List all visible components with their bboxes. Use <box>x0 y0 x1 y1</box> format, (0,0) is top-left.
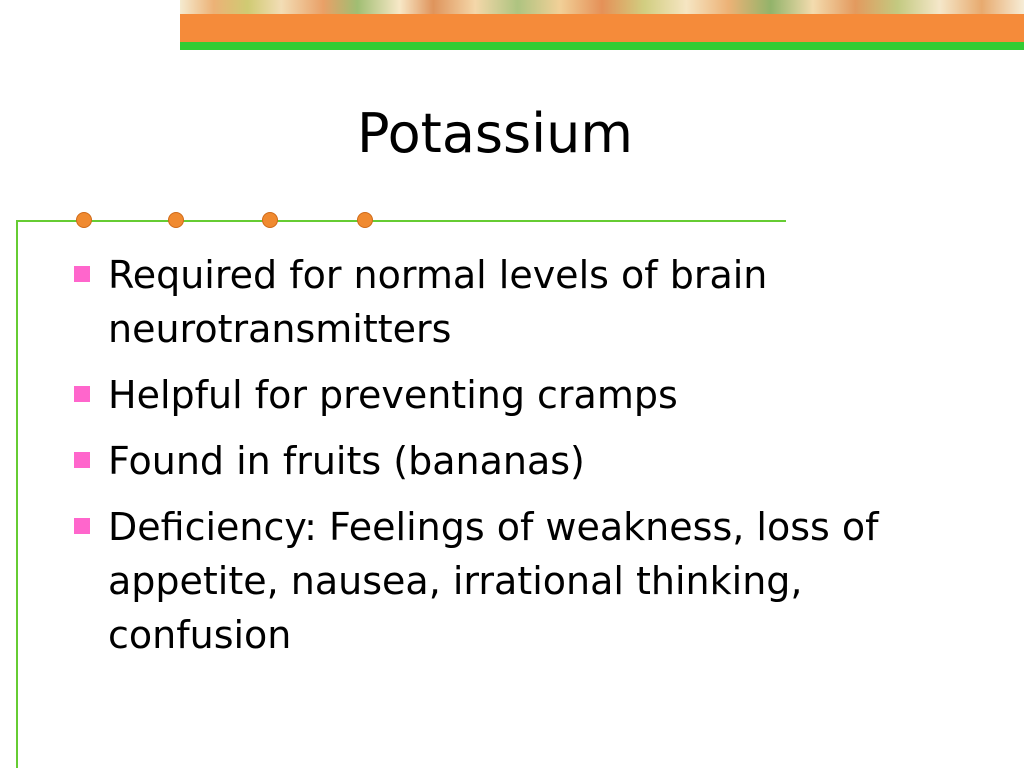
bullet-item <box>70 248 930 356</box>
bullet-item <box>70 500 930 662</box>
bullet-text: Deficiency: Feelings of weakness, loss of appetite, nausea, irrational thinking, confusion <box>108 505 879 657</box>
slide-title: Potassium <box>356 102 634 165</box>
banner-green-stripe <box>180 42 1024 50</box>
decorative-dot-2 <box>168 212 184 228</box>
bullet-square-icon <box>74 518 90 534</box>
bullet-square-icon <box>74 452 90 468</box>
decorative-dot-4 <box>357 212 373 228</box>
bullet-text: Helpful for preventing cramps <box>108 373 678 417</box>
bullet-square-icon <box>74 386 90 402</box>
header-banner <box>180 0 1024 52</box>
bullet-text: Required for normal levels of brain neurotransmitters <box>108 253 768 351</box>
frame-top-line <box>16 220 786 222</box>
decorative-dot-1 <box>76 212 92 228</box>
bullet-text: Found in fruits (bananas) <box>108 439 585 483</box>
banner-orange-band <box>180 14 1024 42</box>
bullet-square-icon <box>74 266 90 282</box>
frame-left-line <box>16 220 18 768</box>
bullet-list <box>70 248 930 674</box>
decorative-dot-3 <box>262 212 278 228</box>
bullet-item <box>70 434 930 488</box>
banner-photo-strip <box>180 0 1024 14</box>
bullet-item <box>70 368 930 422</box>
